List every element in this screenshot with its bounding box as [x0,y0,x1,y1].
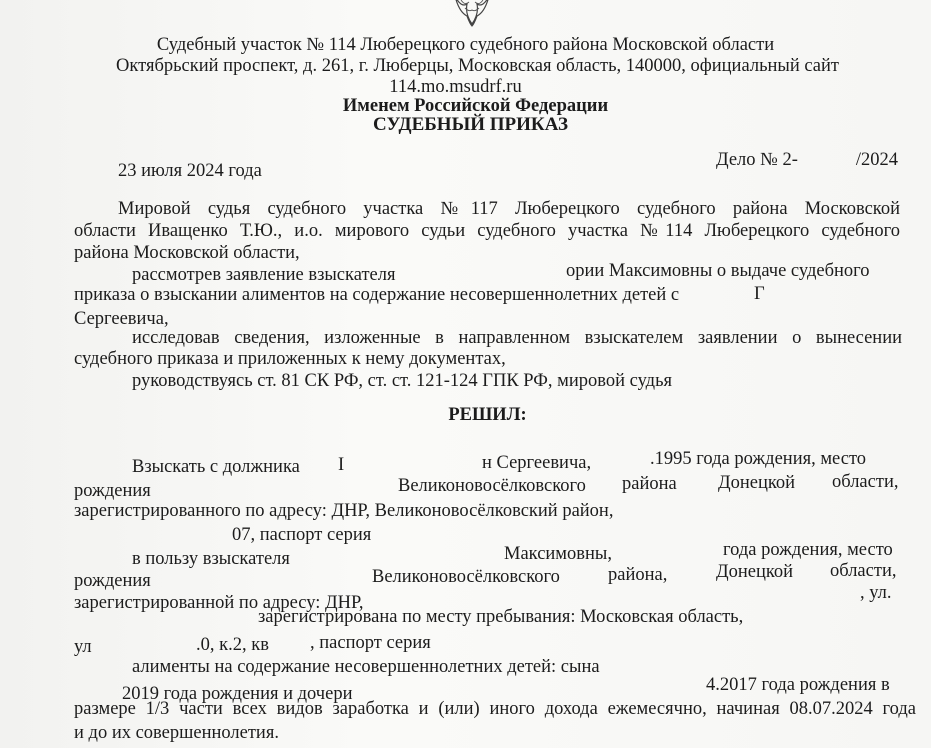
claimant-line1-c: года рождения, место [723,540,893,560]
debtor-line2-b: Великоновосёлковского [398,476,586,496]
claimant-line2-d: Донецкой [716,562,794,582]
claimant-line3-a: зарегистрированной по адресу: ДНР, [74,593,364,613]
debtor-line1-d: .1995 года рождения, место [650,449,867,469]
claimant-line2-c: района, [608,565,668,585]
case-suffix: /2024 [855,150,898,170]
debtor-line3: зарегистрированного по адресу: ДНР, Великоновосёлковский район, [74,501,614,521]
debtor-line1-c: н Сергеевича, [482,453,592,473]
claimant-line5-c: , паспорт серия [310,633,431,653]
para2-line3: Сергеевича, [74,309,169,329]
alimony-line4: и до их совершеннолетия. [74,723,279,743]
document-title: СУДЕБНЫЙ ПРИКАЗ [373,114,568,135]
alimony-line1: алименты на содержание несовершеннолетних детей: сына [132,657,600,677]
address-line: Октябрьский проспект, д. 261, г. Люберцы, Московская область, 140000, официальный сайт [116,56,839,76]
debtor-line1-b: I [338,455,345,475]
claimant-line5-a: ул [74,637,92,657]
decided-heading: РЕШИЛ: [448,405,527,425]
authority-line: Именем Российской Федерации [342,96,609,116]
debtor-line4: 07, паспорт серия [232,525,372,545]
para3-line1: исследовав сведения, изложенные в направленном взыскателем заявлении о вынесении [132,328,902,348]
para2-line1-b: ории Максимовны о выдаче судебного [566,261,870,281]
claimant-line2-a: рождения [74,571,151,591]
alimony-line2-a: 2019 года рождения и дочери [122,684,353,704]
para2-line2-tail: Г [754,284,765,304]
alimony-line3: размере 1/3 части всех видов заработка и (или) иного дохода ежемесячно, начиная 08.07.2024 года [74,699,916,719]
para4-line1: руководствуясь ст. 81 СК РФ, ст. ст. 121-124 ГПК РФ, мировой судья [132,371,673,391]
claimant-line2-b: Великоновосёлковского [372,567,560,587]
para1-line2: области Иващенко Т.Ю., и.о. мирового судьи судебного участка №114 Люберецкого судебного [74,221,900,241]
claimant-line4: зарегистрирована по месту пребывания: Московская область, [258,607,744,627]
para2-line2: приказа о взыскании алиментов на содержание несовершеннолетних детей с [74,285,680,305]
claimant-line1-b: Максимовны, [504,544,612,564]
debtor-line2-c: района [622,474,677,494]
alimony-line2-b: 4.2017 года рождения в [706,675,890,695]
claimant-line1-a: в пользу взыскателя [132,549,290,569]
coat-of-arms-emblem [447,0,497,28]
claimant-line2-e: области, [830,561,897,581]
para1-line1: Мировой судья судебного участка №117 Люберецкого судебного района Московской [118,199,900,219]
para3-line2: судебного приказа и приложенных к нему документах, [74,349,506,369]
case-prefix: Дело № 2- [716,150,798,170]
document-date: 23 июля 2024 года [118,161,262,181]
site-line: 114.mo.msudrf.ru [389,77,522,97]
para2-line1-a: рассмотрев заявление взыскателя [132,265,396,285]
debtor-line2-d: Донецкой [718,473,796,493]
claimant-line5-b: .0, к.2, кв [196,635,269,655]
debtor-line2-e: области, [832,472,899,492]
claimant-line3-b: , ул. [860,583,892,603]
court-line: Судебный участок № 114 Люберецкого судебного района Московской области [156,35,775,55]
para1-line3: района Московской области, [74,243,300,263]
case-number [716,149,898,171]
debtor-line1-a: Взыскать с должника [132,457,300,477]
debtor-line2-a: рождения [74,481,151,501]
